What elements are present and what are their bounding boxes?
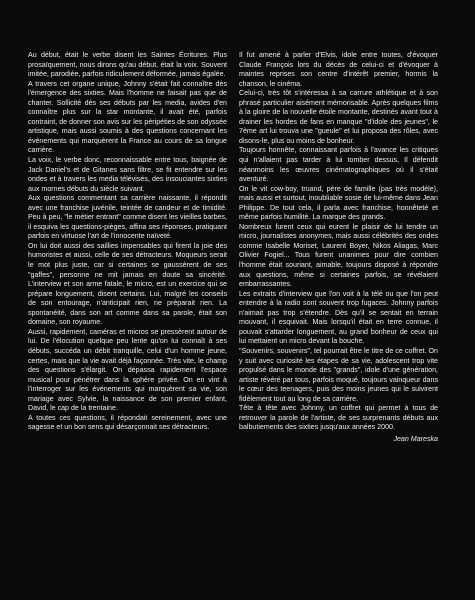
paragraph: "Souvenirs, souvenirs", tel pourrait être le titre de ce coffret. On y suit avec curiosité les étapes de sa vie, adolescent trop vite propulsé dans le monde des "grands", idole d'une génération, artiste révéré par tous, parfois moqué, toujours vainqueur dans le cœur des teenagers, puis des moins jeunes qui le suivirent fidèlement tout au long de sa carrière. [239, 346, 438, 403]
paragraph: Toujours honnête, connaissant parfois à l'avance les critiques qui n'allaient pas tarder à lui tomber dessus, Il défendit néanmoins les œuvres cinématographiques où il s'était aventuré. [239, 146, 438, 184]
left-column [28, 51, 227, 444]
paragraph: Tête à tête avec Johnny, un coffret qui permet à tous de retrouver la parole de l'artiste, de ses surprenants débuts aux balbutiements des sixties jusqu'aux années 2000. [239, 404, 438, 432]
paragraph: La voix, le verbe donc, reconnaissable entre tous, baignée de Jack Daniel's et de Gitanes sans filtre, se fit entendre sur les ondes et à travers les media télévisés, des insouciantes sixties aux mornes débuts du siècle suivant. [28, 156, 227, 193]
paragraph: Aussi, rapidement, caméras et micros se pressèrent autour de lui. De l'élocution quelque peu lente qu'on lui connaît à ses débuts, succéda un débit tranquille, celui d'un homme jeune, certes, mais que la vie avait déjà façonnée. Très vite, le champ des questions s'élargit. On dépassa rapidement l'espace musical pour pénétrer dans la sphère privée. On en vint à l'interroger sur les événements qui marquèrent sa vie, son mariage avec Sylvie, la naissance de son premier enfant, David, le cap de la trentaine. [28, 327, 227, 413]
paragraph: Celui-ci, très tôt s'intéressa à sa carrure athlétique et à son phrasé particulier aisément mémorisable. Après quelques films à la gloire de la nouvelle étoile montante, destinés avant tout à drainer les hordes de fans en manque "d'idole des jeunes", le 7ème art lui trouva une "gueule" et lui proposa des rôles, avec disons-le, plus ou moins de bonheur. [239, 89, 438, 145]
paragraph: A travers cet organe unique, Johnny s'était fait connaître dès l'émergence des sixties. Mais l'homme ne faisait pas que de chanter. Sollicité dès ses débuts par les media, avides d'en connaître plus sur la star montante, il avait été, parfois contraint, de donner son avis sur les péripéties de son odyssée artistique, mais aussi soumis à des questions concernant les événements qui marquèrent la France au cours de sa longue carrière. [28, 79, 227, 155]
paragraph: Au début, était le verbe disent les Saintes Écritures. Plus prosaïquement, nous dirons qu'au début, était la voix. Souvent imitée, parodiée, parfois ridiculement déformée, jamais égalée. [28, 51, 227, 79]
right-column [239, 51, 438, 444]
article-columns [28, 51, 451, 444]
paragraph: On le vit cow-boy, truand, père de famille (pas très modèle), mais aussi et surtout, inoubliable sosie de lui-même dans Jean Philippe. De tout cela, il parla avec franchise, honnêteté et même parfois humilité. La marque des grands. [239, 184, 438, 222]
paragraph: Aux questions commentant sa carrière naissante, il répondit avec une franchise juvénile, teintée de candeur et de timidité. Peu à peu, "le métier entrant" comme disent les vieilles barbes, il esquiva les questions-pièges, affina ses réponses, pratiquant parfois en virtuose l'art de l'innocente naïveté. [28, 194, 227, 241]
paragraph: Il fut amené à parler d'Elvis, idole entre toutes, d'évoquer Claude François lors du décès de celui-ci et d'évoquer à maintes reprises son centre d'intérêt premier, hormis la chanson, le cinéma. [239, 51, 438, 88]
paragraph: Les extraits d'interview que l'on voit à la télé ou que l'on peut entendre à la radio sont souvent trop fugaces. Johnny parfois n'aimait pas trop s'étendre. Dès qu'il se sentait en terrain mouvant, il esquivait. Mais lorsqu'il était en terre connue, il pouvait s'attarder longuement, au grand bonheur de ceux qui lui mettaient un micro devant la bouche. [239, 289, 438, 346]
author-signature: Jean Mareska [393, 434, 438, 443]
paragraph: A toutes ces questions, il répondait sereinement, avec une sagesse et un bon sens qui désarçonnait ses détracteurs. [28, 413, 227, 432]
paragraph: Nombreux furent ceux qui eurent le plaisir de lui tendre un micro, journalistes anonymes, mais aussi célébrités des ondes comme Isabelle Moriset, Laurent Boyer, Nikos Aliagas, Marc Olivier Fogiel... Tous furent unanimes pour dire combien l'homme était souriant, aimable, toujours disposé à répondre aux questions, même si certaines parfois, se révélaient embarrassantes. [239, 222, 438, 289]
paragraph: On lui doit aussi des saillies impensables qui firent la joie des humoristes et aussi, celle de ses détracteurs. Moqueurs serait le mot plus juste, car si certaines se gaussèrent de ses "gaffes", personne ne mit jamais en doute sa sincérité. L'interview et son arme fatale, le micro, est un exercice qui se prépare longuement, disent certains. Lui, malgré les conseils de son entourage, n'anticipait rien, ne préparait rien. La spontanéité, dans son art comme dans sa parole, était son domaine, son royaume. [28, 241, 227, 327]
